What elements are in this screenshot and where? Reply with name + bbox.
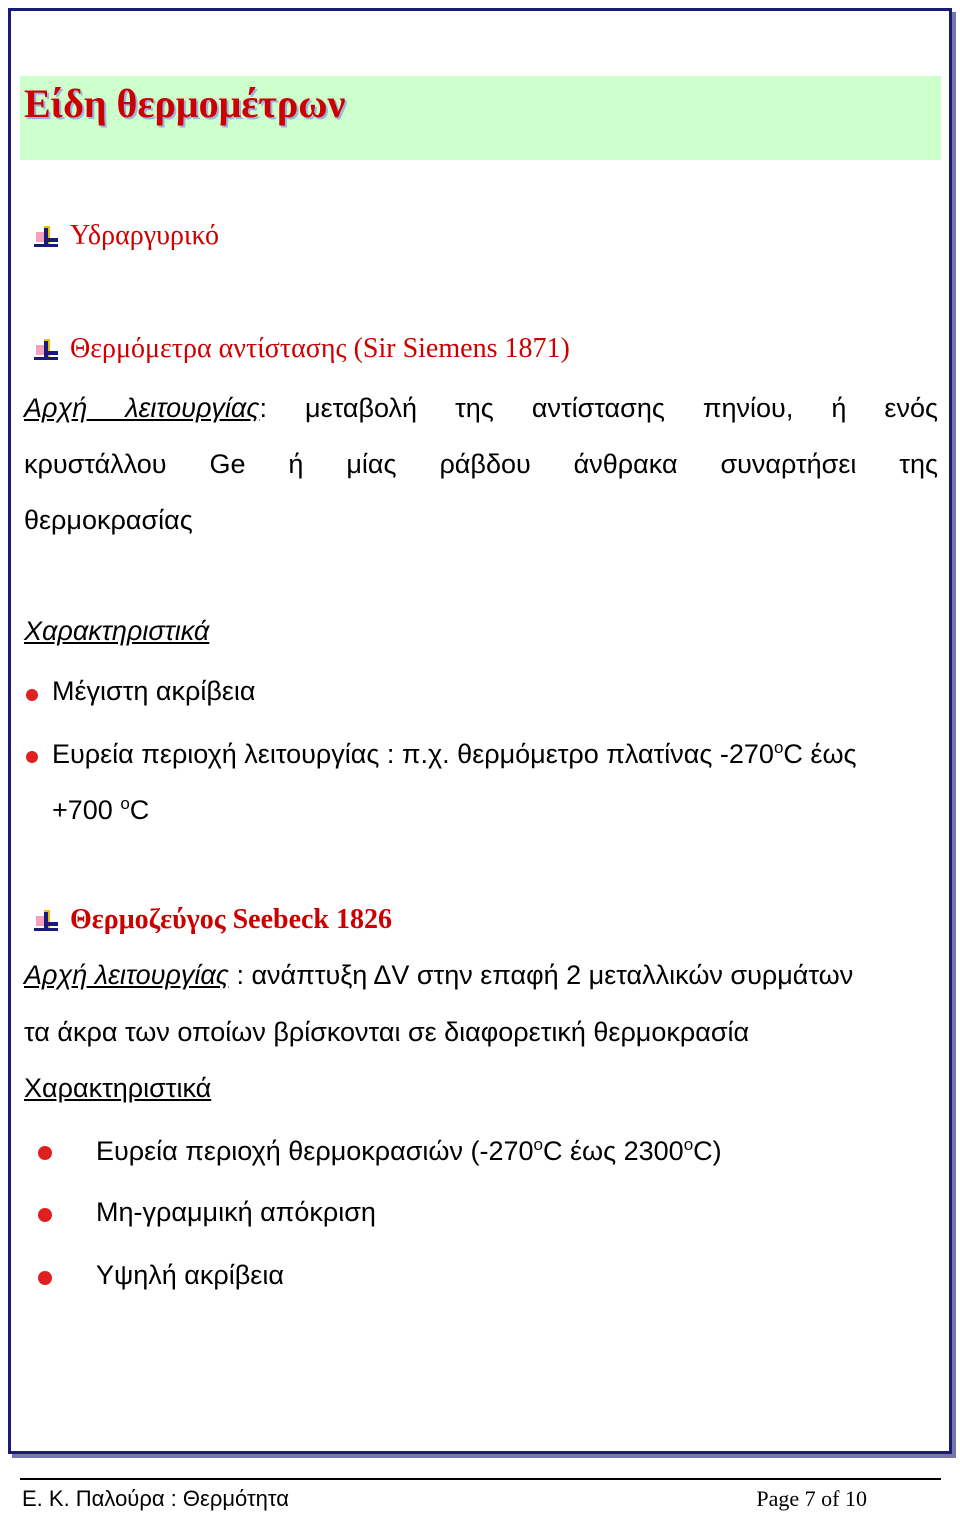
section-heading-resistance: Θερμόμετρα αντίστασης (Sir Siemens 1871) [70,333,570,364]
red-dot-icon [26,689,38,701]
tc-principle-line-1: Αρχή λειτουργίας : ανάπτυξη ΔV στην επαφή 2 μεταλλικών συρμάτων [24,960,854,990]
principle-label: Αρχή λειτουργίας [24,393,260,423]
section-heading-mercury: Υδραργυρικό [70,220,219,251]
tc-principle-label: Αρχή λειτουργίας [24,960,229,990]
characteristics-label: Χαρακτηριστικά [24,616,210,646]
red-dot-icon [38,1271,52,1285]
tc-bullet-accuracy: Υψηλή ακρίβεια [96,1260,284,1290]
bullet-wide-range-cont: +700 $^o$C [52,794,150,825]
principle-line-3: θερμοκρασίας [24,505,193,535]
tc-principle-line-2: τα άκρα των οποίων βρίσκονται σε διαφορετική θερμοκρασία [24,1017,750,1047]
footer-page-number: Page 7 of 10 [756,1486,867,1511]
page-title: Είδη θερμομέτρων [24,81,346,126]
red-dot-icon [38,1146,52,1160]
tc-bullet-nonlinear: Μη-γραμμική απόκριση [96,1197,376,1227]
red-dot-icon [38,1208,52,1222]
heading-bullet-icon [34,908,60,934]
bullet-max-accuracy: Μέγιστη ακρίβεια [52,676,256,706]
red-dot-icon [26,751,38,763]
principle-line-2: κρυστάλλου Ge ή μίας ράβδου άνθρακα συναρτήσει της [24,449,938,479]
footer-author: Ε. Κ. Παλούρα : Θερμότητα [22,1486,289,1511]
bullet-wide-range: Ευρεία περιοχή λειτουργίας : π.χ. θερμόμετρο πλατίνας $-270^oC$ έως [52,738,857,769]
principle-text: μεταβολή της αντίστασης πηνίου, ή ενός [305,393,938,423]
section-heading-thermocouple: Θερμοζεύγος Seebeck 1826 [70,904,392,935]
tc-characteristics-label: Χαρακτηριστικά [24,1073,212,1103]
tc-bullet-range: Ευρεία περιοχή θερμοκρασιών ($-270^oC$ έως $2300^oC$) [96,1135,722,1166]
principle-line-1: Αρχή λειτουργίας: μεταβολή της αντίστασης πηνίου, ή ενός [24,393,938,423]
footer-rule [20,1478,941,1480]
heading-bullet-icon [34,224,60,250]
heading-bullet-icon [34,337,60,363]
